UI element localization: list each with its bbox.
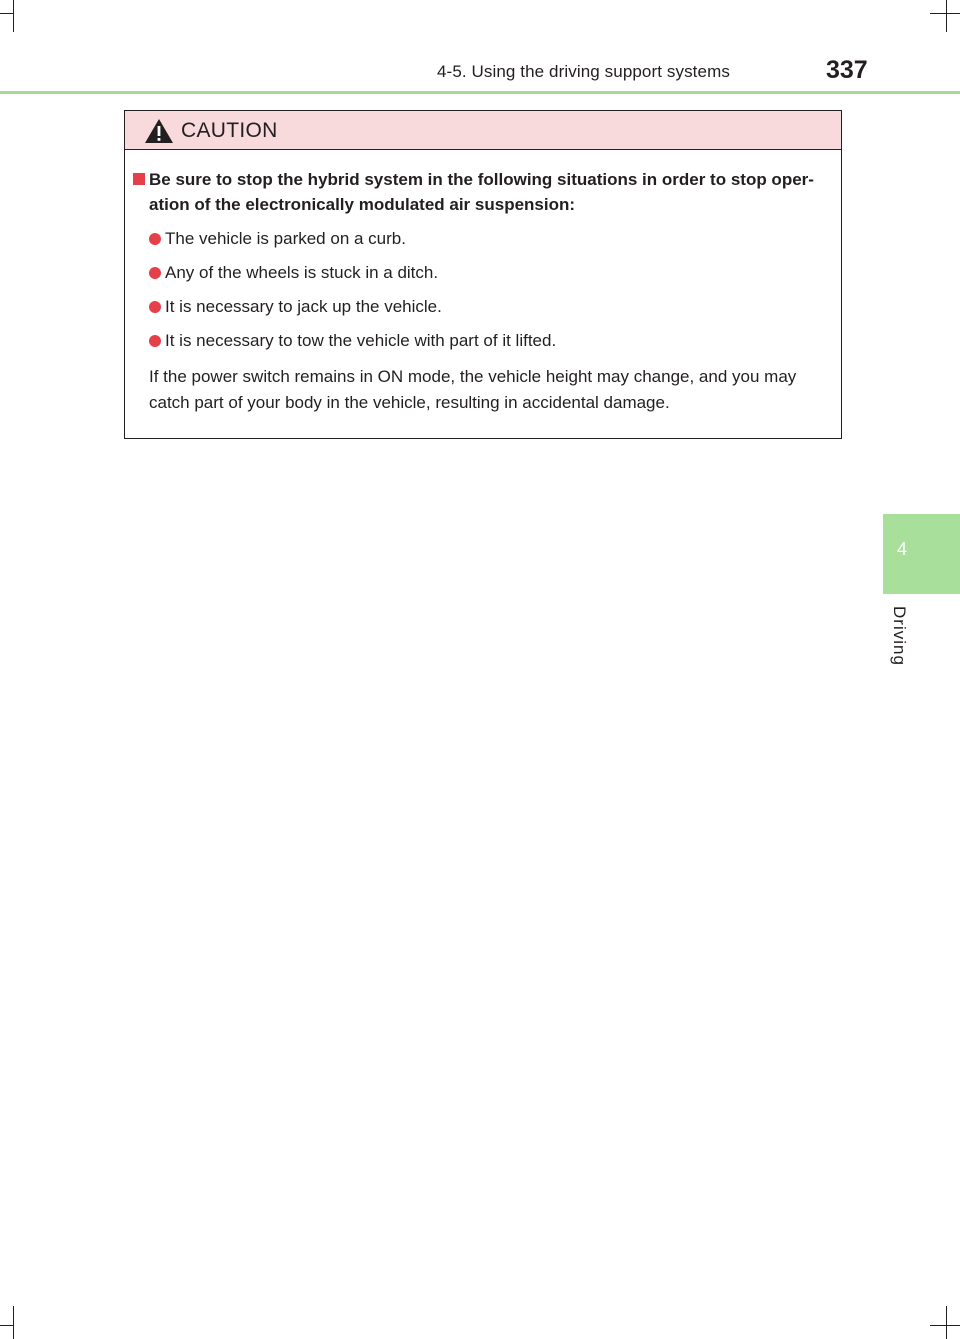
section-title: 4-5. Using the driving support systems: [437, 62, 730, 81]
list-item-text: Any of the wheels is stuck in a ditch.: [165, 263, 439, 282]
caution-box: [124, 110, 842, 439]
chapter-label: Driving: [890, 606, 909, 666]
crop-mark: [946, 0, 947, 32]
square-bullet-icon: [133, 173, 145, 185]
crop-mark: [13, 1306, 14, 1339]
crop-mark: [13, 0, 14, 32]
caution-title: CAUTION: [181, 119, 278, 142]
list-item: [149, 296, 442, 318]
list-item: [149, 228, 406, 250]
caution-heading: [133, 167, 833, 217]
caution-note: If the power switch remains in ON mode, the vehicle height may change, and you may catch part of your body in the vehicle, resulting in accidental damage.: [149, 367, 797, 412]
crop-mark: [0, 1325, 14, 1326]
list-item-text: The vehicle is parked on a curb.: [165, 229, 406, 248]
page-number: 337: [826, 56, 868, 84]
header-rule: [0, 91, 960, 94]
crop-mark: [930, 13, 960, 14]
bullet-dot-icon: [149, 301, 161, 313]
chapter-number: 4: [897, 539, 908, 559]
warning-icon: [144, 118, 174, 144]
chapter-tab: [883, 514, 960, 594]
bullet-dot-icon: [149, 233, 161, 245]
crop-mark: [930, 1325, 960, 1326]
list-item: [149, 330, 556, 352]
list-item-text: It is necessary to tow the vehicle with part of it lifted.: [165, 331, 557, 350]
caution-header: [125, 111, 841, 150]
caution-heading-text: Be sure to stop the hybrid system in the following situations in order to stop oper-ation of the electronically modulated air suspension:: [149, 170, 814, 214]
list-item: [149, 262, 438, 284]
crop-mark: [0, 13, 14, 14]
crop-mark: [946, 1306, 947, 1339]
bullet-dot-icon: [149, 335, 161, 347]
list-item-text: It is necessary to jack up the vehicle.: [165, 297, 442, 316]
bullet-dot-icon: [149, 267, 161, 279]
